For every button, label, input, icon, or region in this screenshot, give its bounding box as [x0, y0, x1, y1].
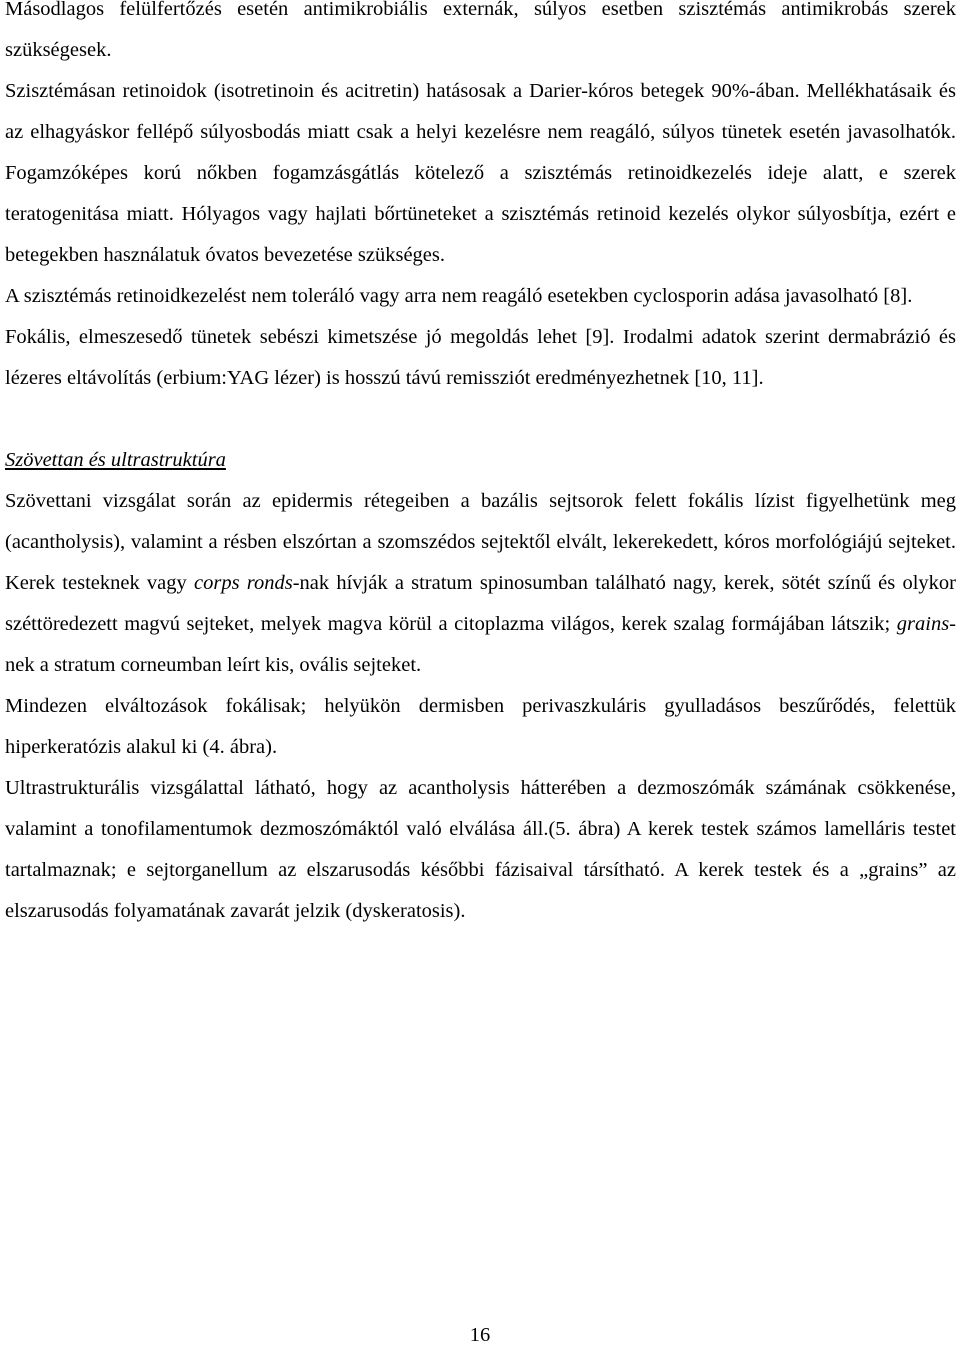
paragraph-systemic-retinoids: Szisztémásan retinoidok (isotretinoin és acitretin) hatásosak a Darier-kóros betegek 90%-ában. Mellékhatásaik és az elhagyáskor fellépő súlyosbodás miatt csak a helyi kezelésre nem reagáló, súlyos tünetek esetén javasolhatók. Fogamzóképes korú nőkben fogamzásgátlás kötelező a szisztémás retinoidkezelés ideje alatt, e szerek teratogenitása miatt. Hólyagos vagy hajlati bőrtüneteket a szisztémás retinoid kezelés olykor súlyosbítja, ezért e betegekben használatuk óvatos bevezetése szükséges.	[5, 80, 956, 266]
document-page	[5, 0, 956, 932]
paragraph-surgical-excision: Fokális, elmeszesedő tünetek sebészi kimetszése jó megoldás lehet [9]. Irodalmi adatok szerint dermabrázió és lézeres eltávolítás (erbium:YAG lézer) is hosszú távú remissziót eredményezhetnek [10, 11].	[5, 326, 956, 389]
histology-text-part2: -nak hívják a stratum spinosumban található nagy, kerek, sötét színű és olykor széttöredezett magvú sejteket, melyek magva körül a citoplazma világos, kerek szalag formájában látszik;	[5, 572, 957, 635]
paragraph-secondary-infection: Másodlagos felülfertőzés esetén antimikrobiális externák, súlyos esetben szisztémás antimikrobás szerek szükségesek.	[5, 0, 956, 61]
histology-text-part3: -nek a stratum corneumban leírt kis, ovális sejteket.	[5, 613, 956, 676]
paragraph-ultrastructure: Ultrastrukturális vizsgálattal látható, hogy az acantholysis hátterében a dezmoszómák számának csökkenése, valamint a tonofilamentumok dezmoszómáktól való elválása áll.(5. ábra) A kerek testek számos lamelláris testet tartalmaznak; e sejtorganellum az elszarusodás későbbi fázisaival társítható. A kerek testek és a „grains” az elszarusodás folyamatának zavarát jelzik (dyskeratosis).	[5, 777, 956, 922]
corps-ronds-term: corps ronds	[194, 572, 293, 594]
section-spacer	[5, 399, 956, 440]
section-heading: Szövettan és ultrastruktúra	[5, 449, 226, 471]
paragraph-cyclosporin: A szisztémás retinoidkezelést nem toleráló vagy arra nem reagáló esetekben cyclosporin adása javasolható [8].	[5, 285, 913, 307]
paragraph-histology	[5, 481, 956, 686]
page-number: 16	[469, 1324, 491, 1346]
grains-term: grains	[896, 613, 950, 635]
histology-text-part1: Szövettani vizsgálat során az epidermis rétegeiben a bazális sejtsorok felett fokális lízist figyelhetünk meg (acantholysis), valamint a résben elszórtan a szomszédos sejtektől elvált, lekerekedett, kóros morfológiájú sejteket. Kerek testeknek vagy	[5, 490, 956, 594]
paragraph-focal-changes: Mindezen elváltozások fokálisak; helyükön dermisben perivaszkuláris gyulladásos beszűrődés, felettük hiperkeratózis alakul ki (4. ábra).	[5, 695, 956, 758]
